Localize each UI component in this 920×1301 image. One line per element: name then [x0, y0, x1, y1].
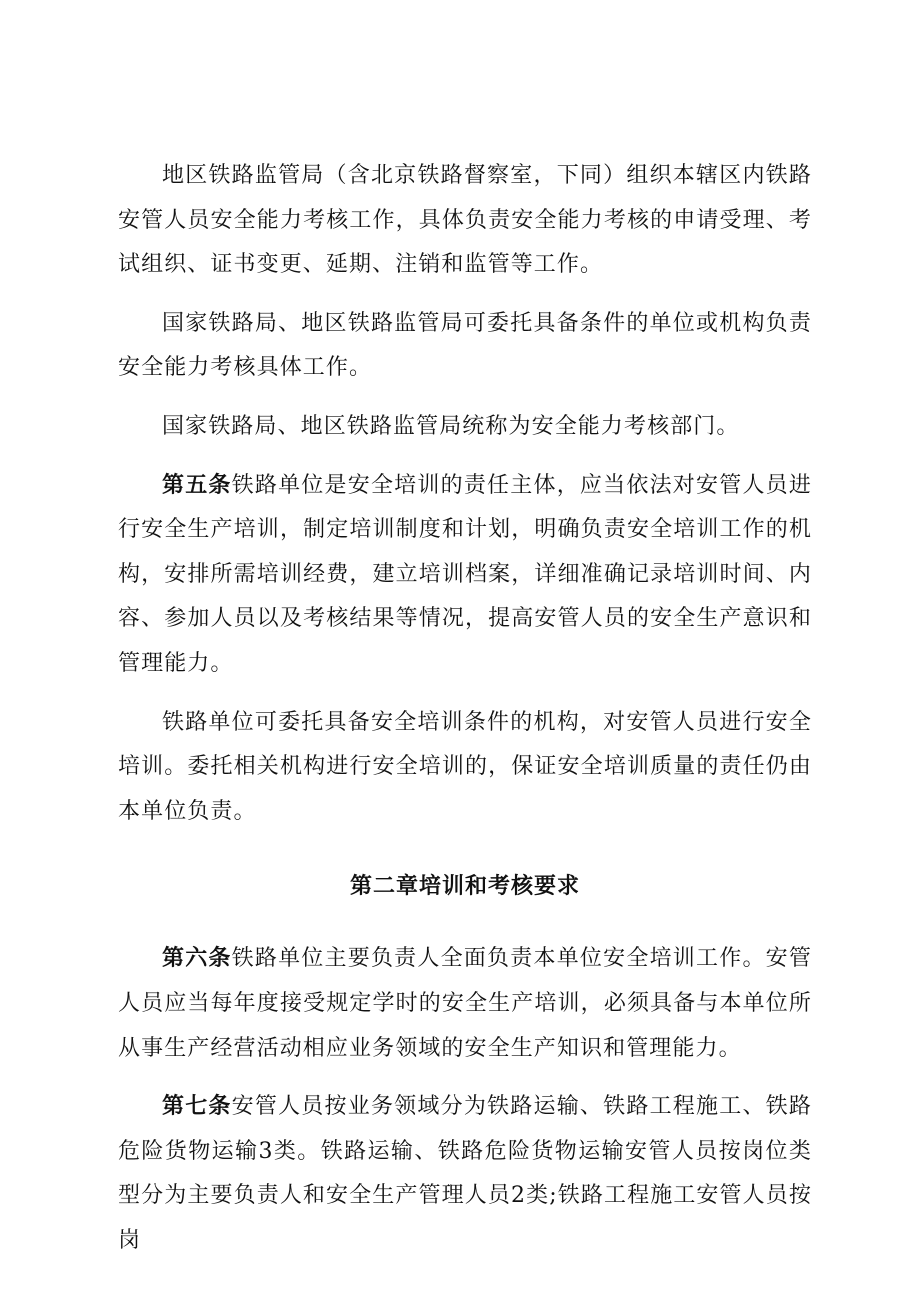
paragraph-text: 国家铁路局、地区铁路监管局统称为安全能力考核部门。 [162, 413, 740, 439]
article-6 [118, 936, 812, 1071]
paragraph-text: 铁路单位可委托具备安全培训条件的机构，对安管人员进行安全培训。委托相关机构进行安全培训的，保证安全培训质量的责任仍由本单位负责。 [118, 709, 812, 824]
paragraph-5 [118, 700, 812, 835]
paragraph-2 [118, 301, 812, 391]
paragraph-text: 国家铁路局、地区铁路监管局可委托具备条件的单位或机构负责安全能力考核具体工作。 [118, 310, 812, 381]
article-lead: 第七条 [162, 1093, 232, 1120]
article-7 [118, 1084, 812, 1263]
article-lead: 第五条 [162, 471, 232, 498]
paragraph-text: 地区铁路监管局（含北京铁路督察室，下同）组织本辖区内铁路安管人员安全能力考核工作，具体负责安全能力考核的申请受理、考试组织、证书变更、延期、注销和监管等工作。 [118, 163, 812, 278]
paragraph-text: 安管人员按业务领域分为铁路运输、铁路工程施工、铁路危险货物运输3类。铁路运输、铁路危险货物运输安管人员按岗位类型分为主要负责人和安全生产管理人员2类;铁路工程施工安管人员按岗 [118, 1094, 812, 1253]
chapter-title: 第二章培训和考核要求 [349, 873, 580, 900]
paragraph-text: 铁路单位是安全培训的责任主体，应当依法对安管人员进行安全生产培训，制定培训制度和计划，明确负责安全培训工作的机构，安排所需培训经费，建立培训档案，详细准确记录培训时间、内容、参加人员以及考核结果等情况，提高安管人员的安全生产意识和管理能力。 [118, 472, 812, 676]
paragraph-3 [118, 404, 812, 450]
document-page [118, 153, 812, 1276]
paragraph-text: 铁路单位主要负责人全面负责本单位安全培训工作。安管人员应当每年度接受规定学时的安全生产培训，必须具备与本单位所从事生产经营活动相应业务领域的安全生产知识和管理能力。 [118, 946, 812, 1061]
article-5 [118, 463, 812, 687]
paragraph-1 [118, 153, 812, 288]
article-lead: 第六条 [162, 945, 232, 972]
